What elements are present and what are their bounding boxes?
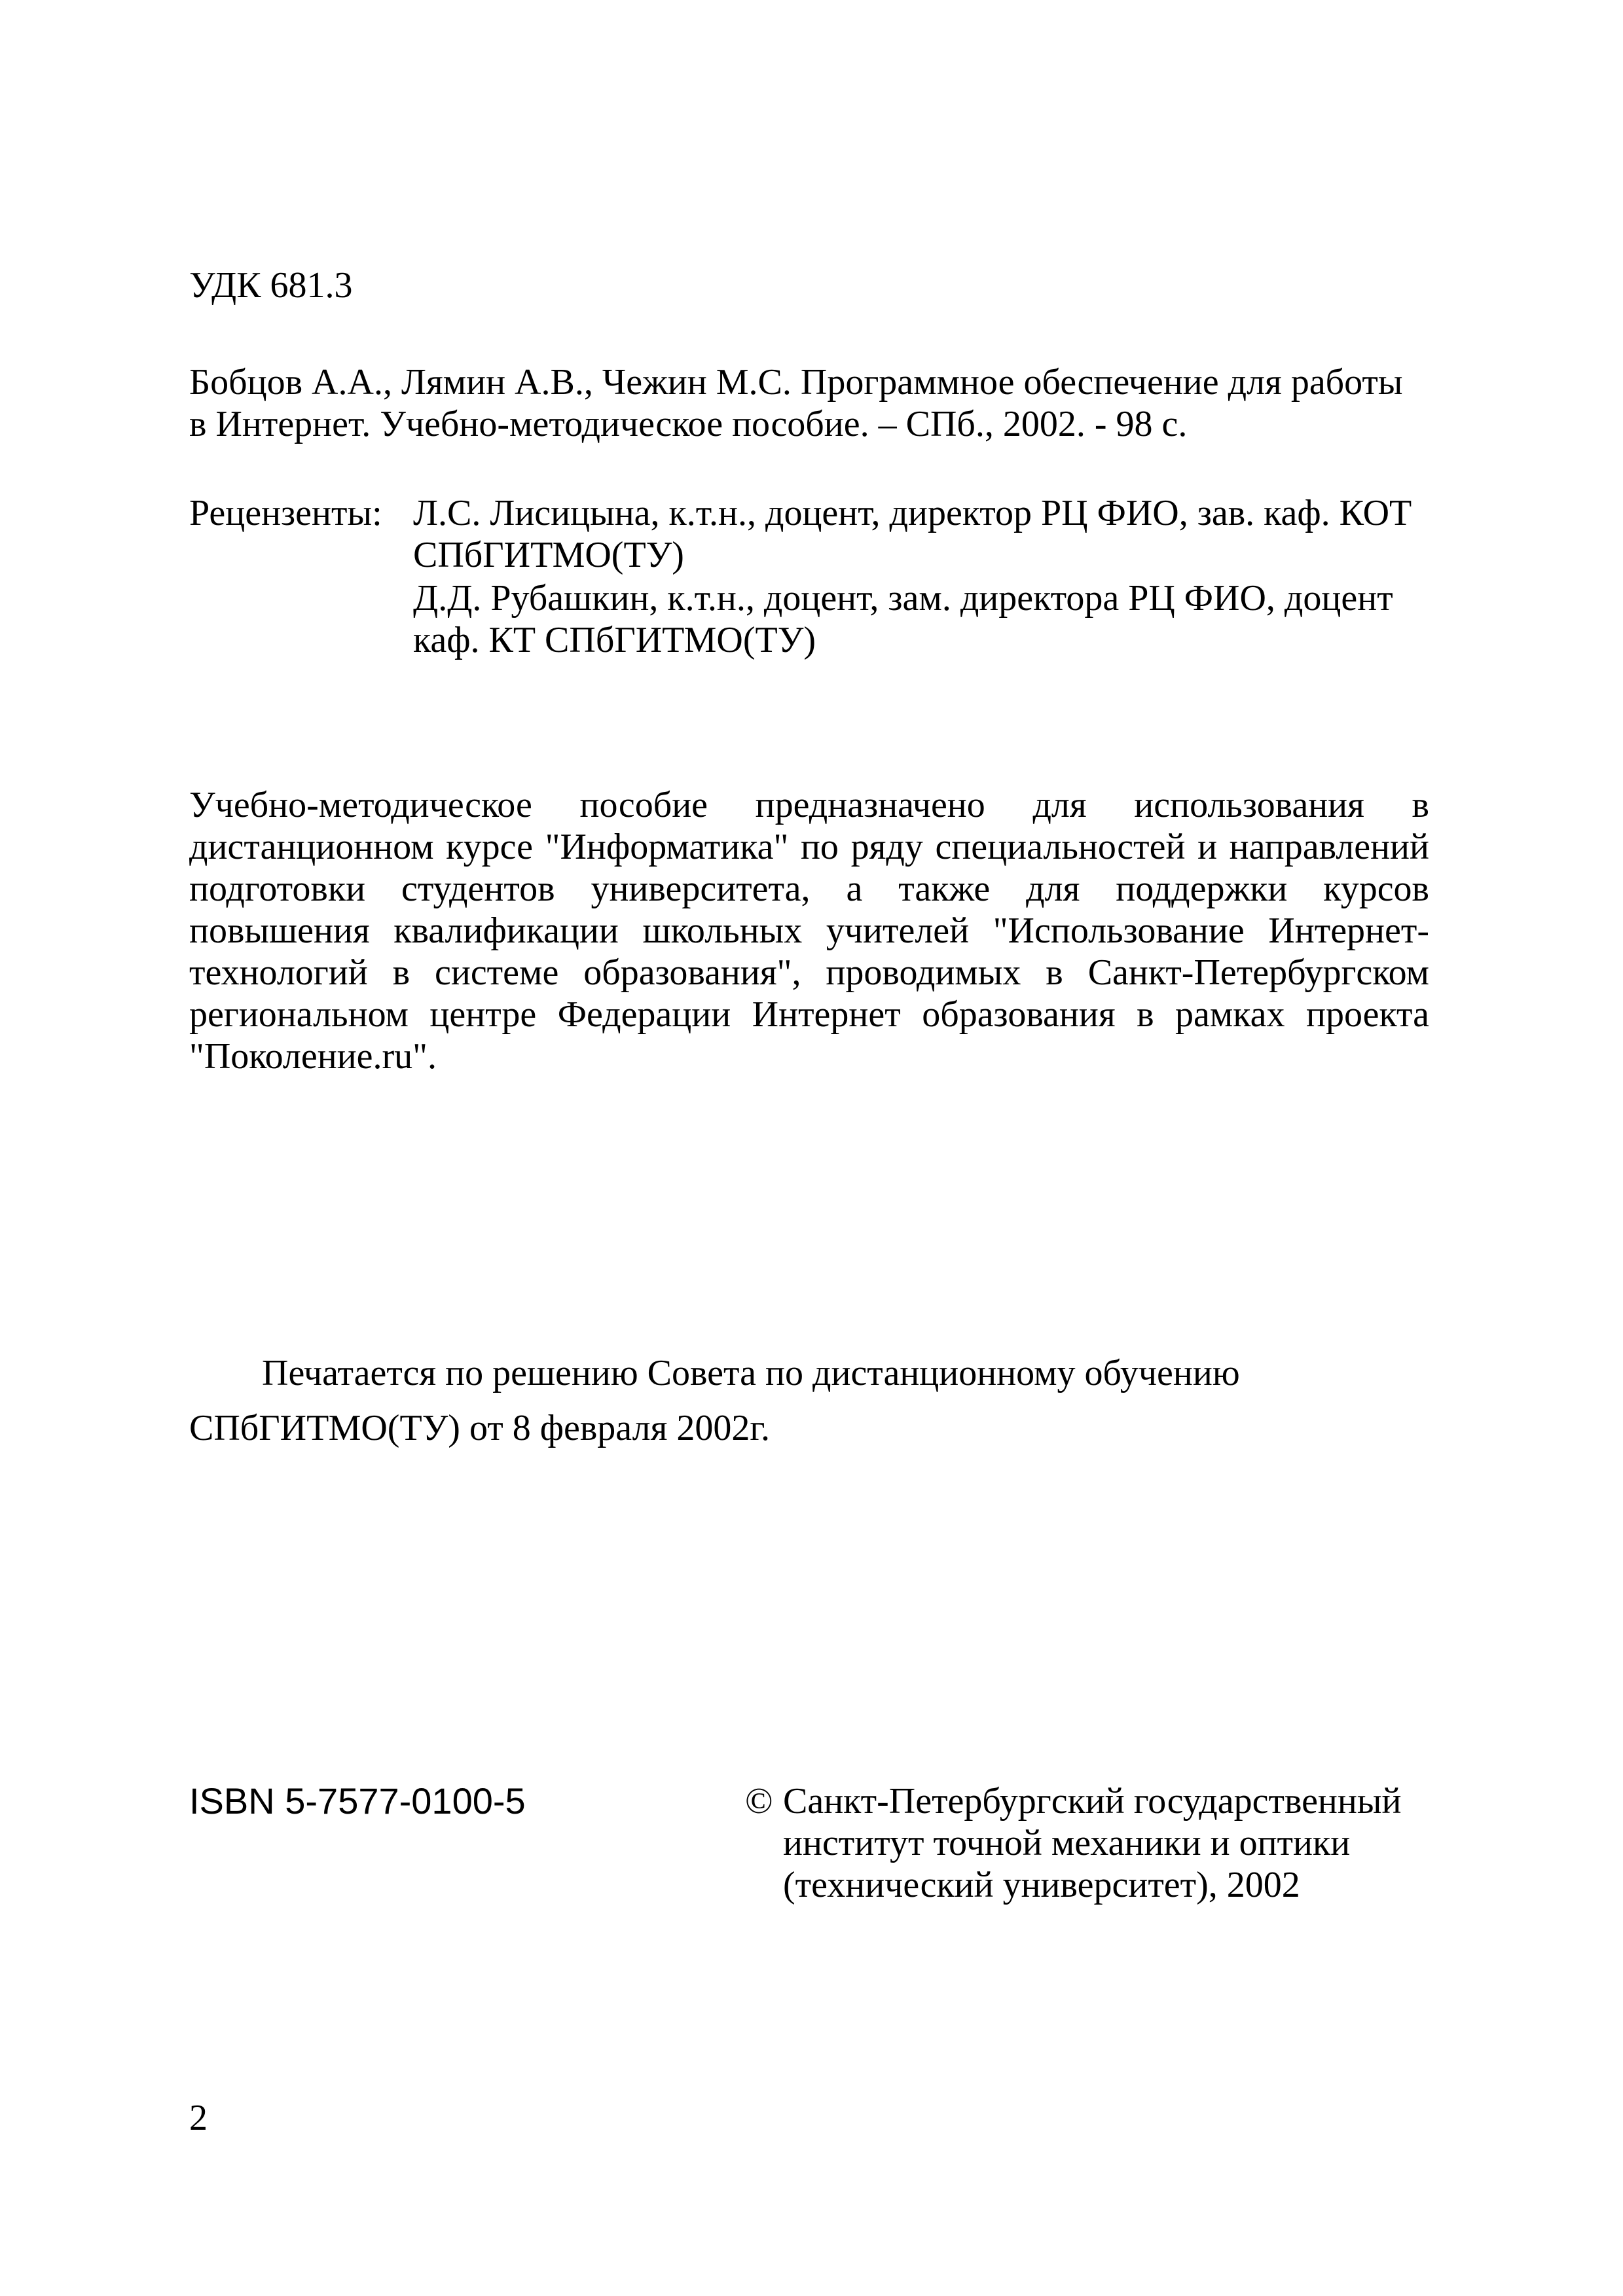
copyright-line <box>745 1780 1401 1822</box>
copyright-line: (технический университет), 2002 <box>783 1865 1300 1905</box>
page-number: 2 <box>189 2098 208 2138</box>
bibliographic-record <box>189 361 1403 445</box>
isbn-number: ISBN 5-7577-0100-5 <box>189 1780 526 1821</box>
reviewer-line: Л.С. Лисицына, к.т.н., доцент, директор РЦ ФИО, зав. каф. КОТ <box>413 493 1412 533</box>
reviewer-entry <box>413 577 1434 661</box>
reviewer-line: СПбГИТМО(ТУ) <box>413 535 684 575</box>
reviewer-entry <box>413 492 1434 576</box>
abstract-paragraph <box>189 784 1429 1077</box>
abstract-line: региональном центре Федерации Интернет образования в рамках проекта <box>189 994 1429 1035</box>
approval-line: СПбГИТМО(ТУ) от 8 февраля 2002г. <box>189 1408 770 1448</box>
copyright-text: Санкт-Петербургский государственный <box>783 1781 1402 1821</box>
bibliographic-record-line: Бобцов А.А., Лямин А.В., Чежин М.С. Программное обеспечение для работы <box>189 362 1403 403</box>
reviewers-label: Рецензенты: <box>189 493 382 533</box>
abstract-line: "Поколение.ru". <box>189 1036 437 1077</box>
abstract-line: подготовки студентов университета, а также для поддержки курсов <box>189 869 1429 909</box>
copyright-line: институт точной механики и оптики <box>783 1823 1351 1863</box>
approval-line: Печатается по решению Совета по дистанционному обучению <box>262 1353 1240 1393</box>
reviewer-line: Д.Д. Рубашкин, к.т.н., доцент, зам. директора РЦ ФИО, доцент <box>413 578 1393 619</box>
abstract-line: повышения квалификации школьных учителей "Использование Интернет- <box>189 910 1429 951</box>
udk-code: УДК 681.3 <box>189 265 353 306</box>
copyright-symbol: © <box>745 1781 773 1821</box>
bibliographic-record-line: в Интернет. Учебно-методическое пособие. – СПб., 2002. - 98 с. <box>189 404 1188 444</box>
abstract-line: технологий в системе образования", проводимых в Санкт-Петербургском <box>189 952 1429 993</box>
copyright-notice <box>745 1780 1401 1906</box>
reviewer-line: каф. КТ СПбГИТМО(ТУ) <box>413 620 816 660</box>
abstract-line: Учебно-методическое пособие предназначено для использования в <box>189 785 1429 825</box>
print-approval-note <box>189 1346 1240 1456</box>
abstract-line: дистанционном курсе "Информатика" по ряду специальностей и направлений <box>189 827 1429 867</box>
